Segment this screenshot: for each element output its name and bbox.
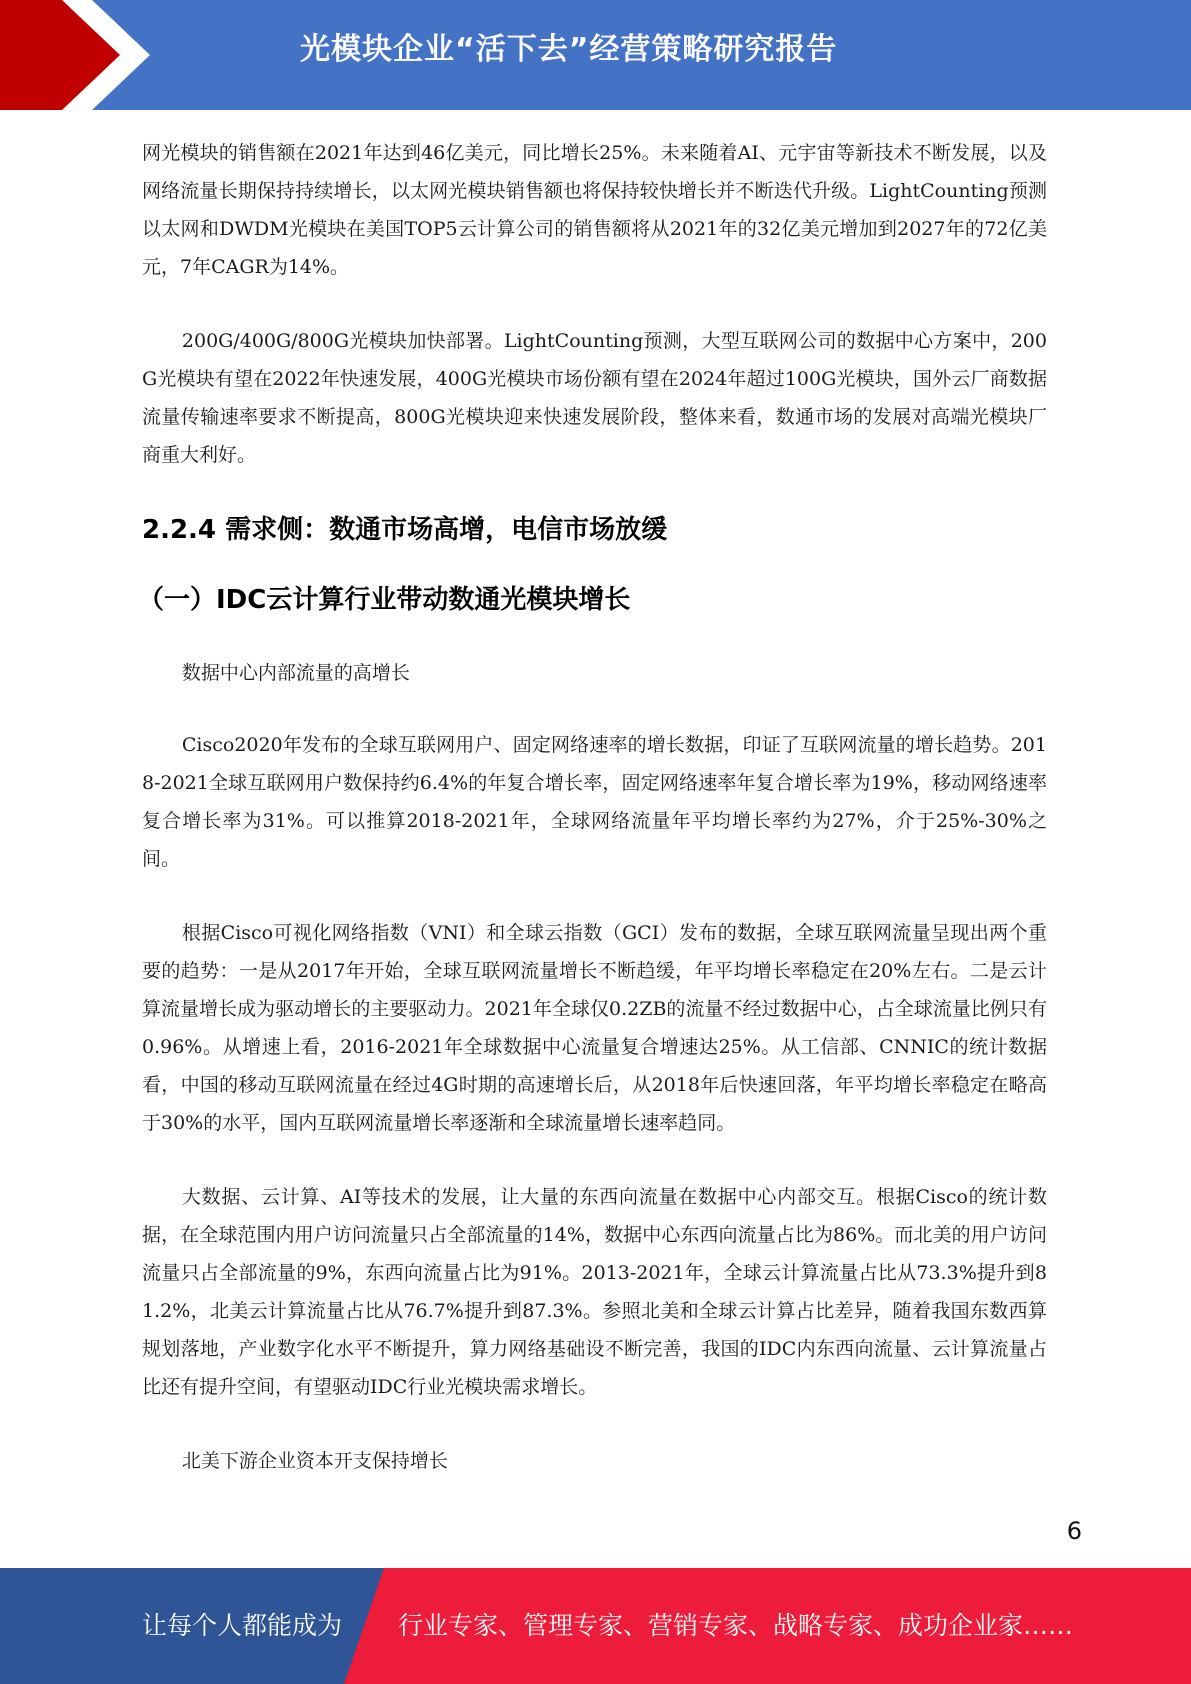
main-content	[138, 134, 1047, 1514]
lead-capex-growth: 北美下游企业资本开支保持增长	[181, 1450, 448, 1472]
paragraph-east-west-traffic: 大数据、云计算、AI等技术的发展，让大量的东西向流量在数据中心内部交互。根据Cisco的统计数据，在全球范围内用户访问流量只占全部流量的14%，数据中心东西向流量占比为86%。而北美的用户访问流量只占全部流量的9%，东西向流量占比为91%。2013-2021年，全球云计算流量占比从73.3%提升到81.2%，北美云计算流量占比从76.7%提升到87.3%。参照北美和全球云计算占比差异，随着我国东数西算规划落地，产业数字化水平不断提升，算力网络基础设不断完善，我国的IDC内东西向流量、云计算流量占比还有提升空间，有望驱动IDC行业光模块需求增长。	[142, 1186, 1047, 1398]
paragraph-800g-deployment: 200G/400G/800G光模块加快部署。LightCounting预测，大型互联网公司的数据中心方案中，200G光模块有望在2022年快速发展，400G光模块市场份额有望在2024年超过100G光模块，国外云厂商数据流量传输速率要求不断提高，800G光模块迎来快速发展阶段，整体来看，数通市场的发展对高端光模块厂商重大利好。	[142, 330, 1047, 466]
lead-datacenter-traffic: 数据中心内部流量的高增长	[181, 662, 410, 684]
subsection-heading: （一）IDC云计算行业带动数通光模块增长	[138, 585, 631, 615]
page-number: 6	[1066, 1517, 1082, 1545]
section-heading: 2.2.4 需求侧：数通市场高增，电信市场放缓	[142, 515, 668, 545]
page-header	[0, 0, 1191, 110]
paragraph-ethernet-sales: 网光模块的销售额在2021年达到46亿美元，同比增长25%。未来随着AI、元宇宙等新技术不断发展，以及网络流量长期保持持续增长，以太网光模块销售额也将保持较快增长并不断迭代升级。LightCounting预测以太网和DWDM光模块在美国TOP5云计算公司的销售额将从2021年的32亿美元增加到2027年的72亿美元，7年CAGR为14%。	[142, 142, 1047, 278]
page-footer	[0, 1568, 1191, 1684]
footer-slogan-right: 行业专家、管理专家、营销专家、战略专家、成功企业家……	[398, 1611, 1074, 1640]
report-title: 光模块企业“活下去”经营策略研究报告	[300, 32, 838, 67]
footer-slogan-left: 让每个人都能成为	[142, 1611, 343, 1640]
paragraph-cisco-growth: Cisco2020年发布的全球互联网用户、固定网络速率的增长数据，印证了互联网流量的增长趋势。2018-2021全球互联网用户数保持约6.4%的年复合增长率，固定网络速率年复合增长率为19%，移动网络速率复合增长率为31%。可以推算2018-2021年，全球网络流量年平均增长率约为27%，介于25%-30%之间。	[142, 734, 1047, 870]
header-chevron-decoration	[0, 0, 160, 110]
paragraph-vni-gci-trends: 根据Cisco可视化网络指数（VNI）和全球云指数（GCI）发布的数据，全球互联网流量呈现出两个重要的趋势：一是从2017年开始，全球互联网流量增长不断趋缓，年平均增长率稳定在20%左右。二是云计算流量增长成为驱动增长的主要驱动力。2021年全球仅0.2ZB的流量不经过数据中心，占全球流量比例只有0.96%。从增速上看，2016-2021年全球数据中心流量复合增速达25%。从工信部、CNNIC的统计数据看，中国的移动互联网流量在经过4G时期的高速增长后，从2018年后快速回落，年平均增长率稳定在略高于30%的水平，国内互联网流量增长率逐渐和全球流量增长速率趋同。	[142, 922, 1047, 1134]
